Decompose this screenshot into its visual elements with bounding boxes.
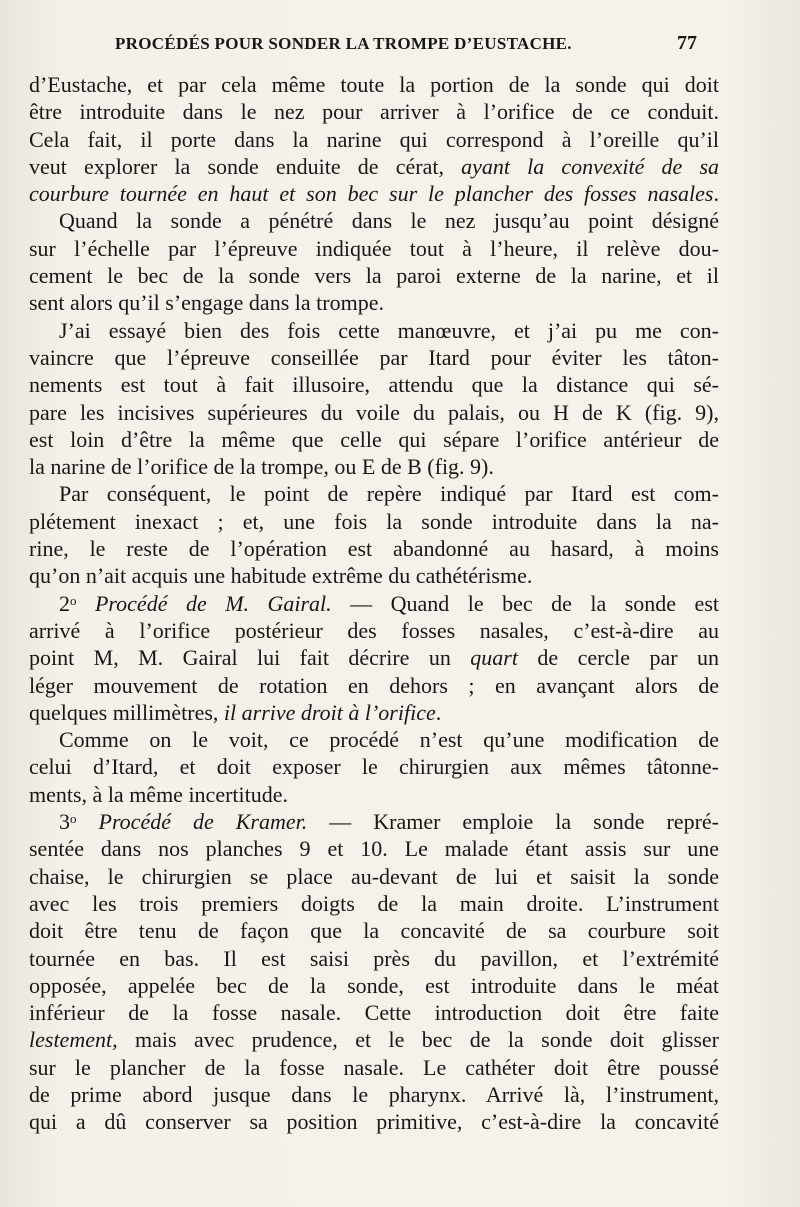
text-line bbox=[29, 699, 719, 726]
text-segment: — Quand le bec de la sonde est bbox=[331, 590, 719, 616]
text-line bbox=[29, 1054, 719, 1081]
text-line bbox=[29, 480, 719, 507]
text-segment: sur l’échelle par l’épreuve indiquée tout à l’heure, il relève dou- bbox=[29, 235, 719, 261]
text-line bbox=[29, 289, 719, 316]
text-segment: rine, le reste de l’opération est abandonné au hasard, à moins bbox=[29, 536, 719, 562]
text-segment: Comme on le voit, ce procédé n’est qu’une modification de bbox=[59, 727, 719, 753]
text-segment: arrivé à l’orifice postérieur des fosses nasales, c’est-à-dire au bbox=[29, 617, 719, 643]
text-segment: tournée en bas. Il est saisi près du pavillon, et l’extrémité bbox=[29, 945, 719, 971]
text-line bbox=[29, 508, 719, 535]
text-segment: 2 bbox=[59, 590, 70, 616]
text-segment: inférieur de la fosse nasale. Cette introduction doit être faite bbox=[29, 1000, 719, 1026]
text-line bbox=[29, 1026, 719, 1053]
text-segment: chaise, le chirurgien se place au-devant de lui et saisit la sonde bbox=[29, 863, 719, 889]
text-segment: d’Eustache, et par cela même toute la portion de la sonde qui doit bbox=[29, 72, 719, 97]
text-segment: sur le plancher de la fosse nasale. Le cathéter doit être poussé bbox=[29, 1054, 719, 1080]
italic-text: quart bbox=[470, 645, 518, 671]
text-segment: sentée dans nos planches 9 et 10. Le malade étant assis sur une bbox=[29, 836, 719, 862]
text-line bbox=[29, 153, 719, 180]
text-segment: point M, M. Gairal lui fait décrire un bbox=[29, 645, 471, 671]
italic-text: il arrive droit à l’orifice bbox=[223, 699, 436, 725]
text-line bbox=[29, 590, 719, 617]
superscript-text: o bbox=[70, 592, 77, 608]
text-segment: est loin d’être la même que celle qui sépare l’orifice antérieur de bbox=[29, 426, 719, 452]
text-segment: être introduite dans le nez pour arriver à l’orifice de ce conduit. bbox=[29, 99, 719, 125]
text-line bbox=[29, 126, 719, 153]
text-segment: plétement inexact ; et, une fois la sonde introduite dans la na- bbox=[29, 508, 719, 534]
text-line bbox=[29, 753, 719, 780]
text-segment: quelques millimètres, bbox=[29, 699, 224, 725]
text-line bbox=[29, 835, 719, 862]
italic-text: lestement, bbox=[29, 1027, 118, 1053]
text-line bbox=[29, 344, 719, 371]
text-line bbox=[29, 863, 719, 890]
text-segment: doit être tenu de façon que la concavité de sa courbure soit bbox=[29, 918, 719, 944]
text-segment: celui d’Itard, et doit exposer le chirurgien aux mêmes tâtonne- bbox=[29, 754, 719, 780]
text-line bbox=[29, 917, 719, 944]
text-segment: . bbox=[435, 699, 442, 725]
text-line bbox=[29, 644, 719, 671]
text-line bbox=[29, 71, 719, 98]
text-segment: Par conséquent, le point de repère indiqué par Itard est com- bbox=[59, 481, 719, 507]
text-line bbox=[29, 426, 719, 453]
text-segment: Quand la sonde a pénétré dans le nez jusqu’au point désigné bbox=[59, 208, 719, 234]
text-line bbox=[29, 726, 719, 753]
text-segment: . bbox=[713, 181, 719, 207]
italic-text: Procédé de M. Gairal. bbox=[94, 590, 332, 616]
page-header bbox=[0, 34, 800, 64]
text-segment: ments, à la même incertitude. bbox=[29, 781, 289, 807]
text-line bbox=[29, 808, 719, 835]
text-segment: J’ai essayé bien des fois cette manœuvre, et j’ai pu me con- bbox=[59, 317, 719, 343]
text-segment: la narine de l’orifice de la trompe, ou E de B (fig. 9). bbox=[29, 454, 494, 480]
text-segment: qu’on n’ait acquis une habitude extrême du cathétérisme. bbox=[29, 563, 533, 589]
text-segment: de cercle par un bbox=[517, 645, 719, 671]
text-segment bbox=[77, 809, 99, 834]
text-line bbox=[29, 972, 719, 999]
text-line bbox=[29, 562, 719, 589]
text-segment: nements est tout à fait illusoire, attendu que la distance qui sé- bbox=[29, 372, 719, 398]
text-line bbox=[29, 672, 719, 699]
text-line bbox=[29, 180, 719, 207]
text-segment: — Kramer emploie la sonde repré- bbox=[307, 809, 719, 835]
text-line bbox=[29, 1108, 719, 1135]
italic-text: Procédé de Kramer. bbox=[98, 809, 308, 835]
text-segment: opposée, appelée bec de la sonde, est introduite dans le méat bbox=[29, 972, 719, 998]
text-segment: veut explorer la sonde enduite de cérat, bbox=[29, 153, 462, 179]
text-line bbox=[29, 1081, 719, 1108]
text-line bbox=[29, 207, 719, 234]
text-segment: léger mouvement de rotation en dehors ; en avançant alors de bbox=[29, 672, 719, 698]
text-segment: de prime abord jusque dans le pharynx. Arrivé là, l’instrument, bbox=[29, 1081, 719, 1107]
text-line bbox=[29, 371, 719, 398]
page-number: 77 bbox=[677, 32, 697, 54]
text-line bbox=[29, 781, 719, 808]
text-line bbox=[29, 535, 719, 562]
italic-text: courbure tournée en haut et son bec sur le plancher des fosses nasales bbox=[29, 181, 714, 207]
text-line bbox=[29, 890, 719, 917]
text-line bbox=[29, 262, 719, 289]
text-line bbox=[29, 235, 719, 262]
running-head: PROCÉDÉS POUR SONDER LA TROMPE D’EUSTACHE. bbox=[115, 34, 572, 53]
text-line bbox=[29, 399, 719, 426]
body-text bbox=[29, 71, 719, 1136]
italic-text: ayant la convexité de sa bbox=[461, 153, 719, 179]
text-line bbox=[29, 617, 719, 644]
text-segment: mais avec prudence, et le bec de la sonde doit glisser bbox=[117, 1027, 719, 1053]
text-segment: vaincre que l’épreuve conseillée par Itard pour éviter les tâton- bbox=[29, 344, 719, 370]
text-segment: pare les incisives supérieures du voile du palais, ou H de K (fig. 9), bbox=[29, 399, 719, 425]
superscript-text: o bbox=[70, 811, 77, 827]
text-segment: avec les trois premiers doigts de la main droite. L’instrument bbox=[29, 890, 719, 916]
text-segment: Cela fait, il porte dans la narine qui correspond à l’oreille qu’il bbox=[29, 126, 719, 152]
text-line bbox=[29, 317, 719, 344]
text-segment: sent alors qu’il s’engage dans la trompe. bbox=[29, 290, 384, 316]
text-line bbox=[29, 945, 719, 972]
text-segment bbox=[77, 591, 95, 616]
text-line bbox=[29, 98, 719, 125]
text-line bbox=[29, 453, 719, 480]
text-segment: cement le bec de la sonde vers la paroi externe de la narine, et il bbox=[29, 263, 719, 289]
text-segment: qui a dû conserver sa position primitive, c’est-à-dire la concavité bbox=[29, 1109, 719, 1135]
text-line bbox=[29, 999, 719, 1026]
text-segment: 3 bbox=[59, 809, 70, 835]
